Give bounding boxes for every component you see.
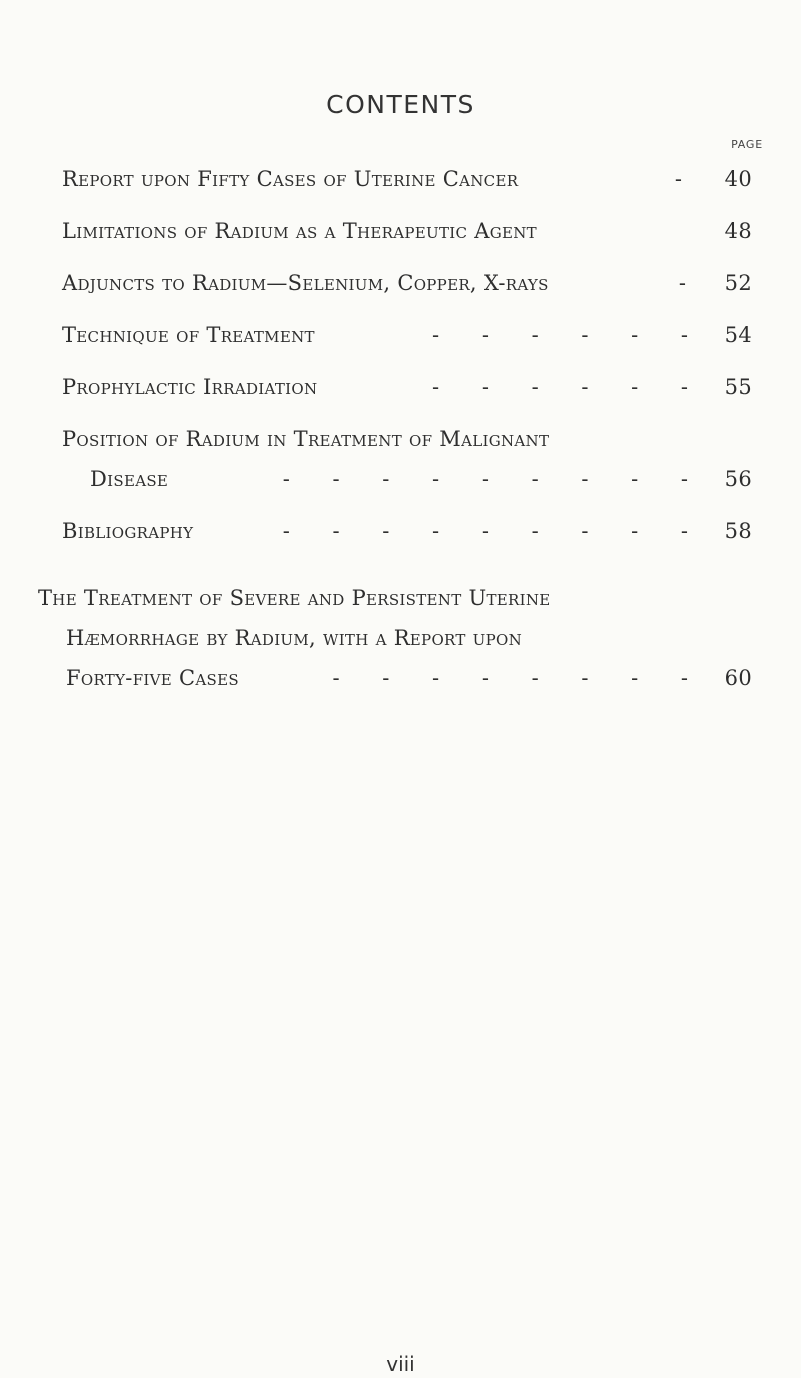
- toc-entry-title: Report upon Fifty Cases of Uterine Cancer: [62, 167, 519, 191]
- toc-entry-title: Prophylactic Irradiation: [62, 375, 318, 399]
- toc-entry[interactable]: [62, 264, 752, 304]
- toc-entry[interactable]: [62, 212, 752, 252]
- toc-entry-page: 48: [724, 219, 752, 243]
- toc-entry-title: The Treatment of Severe and Persistent Uterine: [38, 586, 551, 610]
- page-title: CONTENTS: [326, 90, 475, 119]
- toc-entry-title: Technique of Treatment: [62, 323, 315, 347]
- toc-entry-leader: -: [674, 167, 700, 191]
- toc-entry-page: 40: [724, 167, 752, 191]
- toc-entry-title-continued: Disease: [90, 466, 169, 491]
- toc-entry-leader: - - - - - -: [432, 375, 706, 399]
- toc-entry-title: Limitations of Radium as a Therapeutic Agent: [62, 219, 537, 243]
- toc-entry-page: 54: [724, 323, 752, 347]
- toc-entry-title-continued: Forty-five Cases: [66, 665, 239, 690]
- toc-entry[interactable]: [62, 316, 752, 356]
- page-folio: viii: [386, 1352, 415, 1376]
- toc-entry-leader: - - - - - -: [432, 323, 706, 347]
- toc-entry-page: 55: [724, 375, 752, 399]
- toc-entry[interactable]: [62, 512, 752, 552]
- toc-entry-leader: -: [678, 271, 704, 295]
- toc-entry-title-continued: Hæmorrhage by Radium, with a Report upon: [66, 625, 523, 650]
- toc-entry[interactable]: [62, 368, 752, 408]
- toc-entry[interactable]: [62, 420, 752, 500]
- toc-entry-title: Adjuncts to Radium—Selenium, Copper, X-rays: [62, 271, 549, 295]
- toc-entry[interactable]: [62, 160, 752, 200]
- toc-entry-leader: - - - - - - - - -: [282, 519, 706, 543]
- toc-entry-leader: - - - - - - - - -: [282, 467, 706, 491]
- toc-entry[interactable]: [38, 579, 752, 699]
- toc-entry-leader: - - - - - - - -: [332, 666, 706, 690]
- toc-entry-page: 52: [724, 271, 752, 295]
- toc-entry-title: Bibliography: [62, 519, 194, 543]
- toc-entry-page: 58: [724, 519, 752, 543]
- page-column-label: PAGE: [731, 138, 763, 151]
- toc-entry-title: Position of Radium in Treatment of Malignant: [62, 427, 550, 451]
- toc-entry-page: 56: [724, 467, 752, 491]
- toc-entry-page: 60: [724, 666, 752, 690]
